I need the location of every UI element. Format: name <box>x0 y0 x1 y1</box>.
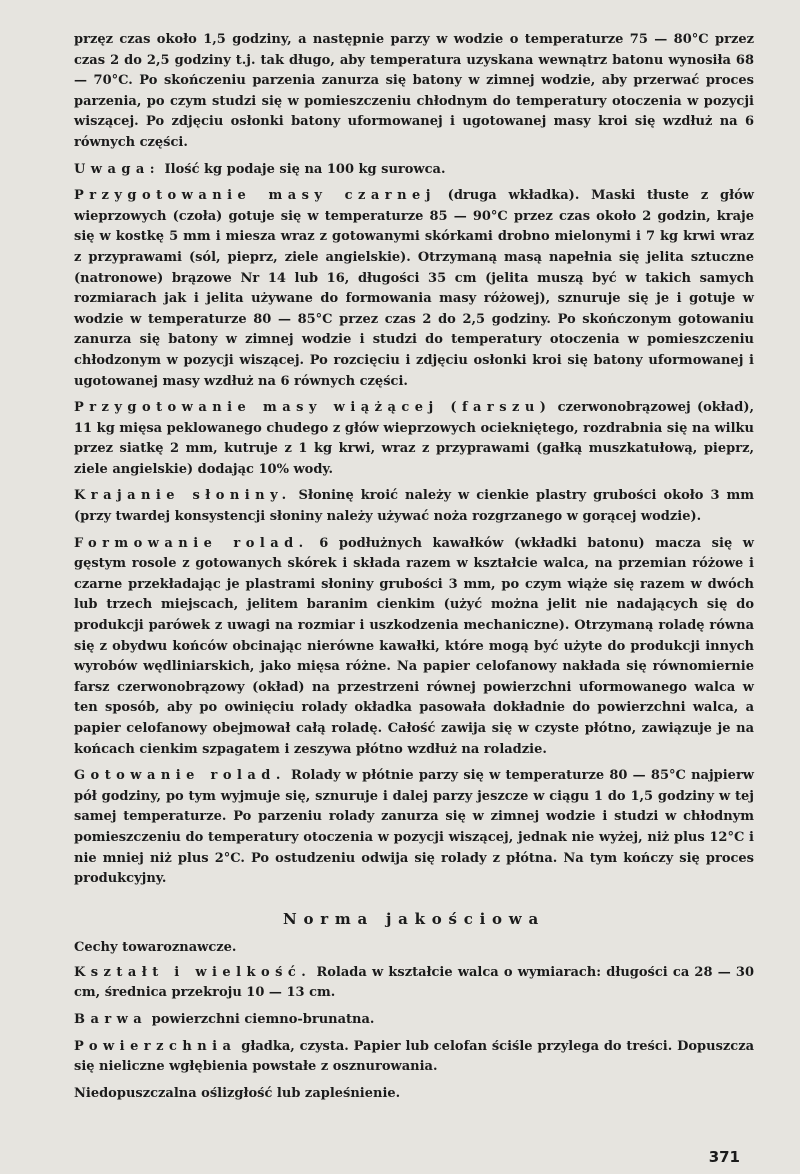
powierzchnia-text: gładka, czysta. Papier lub celofan ściśle przylega do treści. Dopuszcza się nieliczne wgłębienia powstałe z osznurowania. <box>74 1038 754 1075</box>
masa-wiazaca-text: czerwonobrązowej (okład), 11 kg mięsa peklowanego chudego z głów wieprzowych ociekniętego, rozdrabnia się na wilku przez siatkę 2 mm, kutruje z 1 kg krwi, wraz z przyprawami (gałką muszkatułową, pieprz, ziele angielskie) dodając 10% wody. <box>74 400 754 477</box>
krajanie-text: Słoninę kroić należy w cienkie plastry grubości około 3 mm (przy twardej konsystencji słoniny należy używać noża rozgrzanego w gorącej wodzie). <box>74 488 754 525</box>
barwa-text: powierzchni ciemno-brunatna. <box>147 1011 375 1027</box>
paragraph-uwaga <box>74 160 754 181</box>
paragraph-masa-wiazaca <box>74 398 754 480</box>
powierzchnia-label: Powierzchnia <box>74 1038 237 1054</box>
barwa-label: Barwa <box>74 1011 148 1027</box>
paragraph-barwa <box>74 1010 754 1031</box>
paragraph-formowanie <box>74 534 754 761</box>
paragraph-masa-czarna <box>74 186 754 392</box>
paragraph-ksztalt <box>74 963 754 1004</box>
paragraph-parzenie: przęz czas około 1,5 godziny, a następnie parzy w wodzie o temperaturze 75 — 80°C przez czas 2 do 2,5 godziny t.j. tak długo, aby temperatura uzyskana wewnątrz batonu wynosiła 68 — 70°C. Po skończeniu parzenia zanurza się batony w zimnej wodzie, aby przerwać proces parzenia, po czym studzi się w pomieszczeniu chłodnym do temperatury otoczenia w pozycji wiszącej. Po zdjęciu osłonki batony uformowanej i ugotowanej masy kroi się wzdłuż na 6 równych części. <box>74 32 754 150</box>
ksztalt-text: Rolada w kształcie walca o wymiarach: długości ca 28 — 30 cm, średnica przekroju 10 — 13 cm. <box>74 964 754 1001</box>
gotowanie-label: Gotowanie rolad. <box>74 768 286 784</box>
gotowanie-text: Rolady w płótnie parzy się w temperaturze 80 — 85°C najpierw pół godziny, po tym wyjmuje się, sznuruje i dalej parzy jeszcze w ciągu 1 do 1,5 godziny w tej samej temperaturze. Po parzeniu rolady zanurza się w zimnej wodzie i studzi w chłodnym pomieszczeniu do temperatury otoczenia w pozycji wiszącej, jednak nie wyżej, niż plus 12°C i nie mniej niż plus 2°C. Po ostudzeniu odwija się rolady z płótna. Na tym kończy się proces produkcyjny. <box>74 768 754 887</box>
formowanie-label: Formowanie rolad. <box>74 535 309 551</box>
formowanie-text: 6 podłużnych kawałków (wkładki batonu) macza się w gęstym rosole z gotowanych skórek i składa razem w kształcie walca, na przemian różowe i czarne przekładając je plastrami słoniny grubości 3 mm, po czym wiąże się razem w dwóch lub trzech miejscach, jelitem baranim cienkim (użyć można jelit nie nadających się do produkcji parówek z uwagi na rozmiar i uszkodzenia mechaniczne). Otrzymaną roladę równa się z obydwu końców obcinając nierówne kawałki, które mogą być użyte do produkcji innych wyrobów wędliniarskich, jako mięsa różne. Na papier celofanowy nakłada się równomiernie farsz czerwonobrązowy (okład) na przestrzeni równej powierzchni uformowanego walca w ten sposób, aby po owinięciu rolady okładka pasowała dokładnie do powierzchni walca, a papier celofanowy obejmował całą roladę. Całość zawija się w czyste płótno, zawiązuje je na końcach cienkim szpagatem i zeszywa płótno wzdłuż na roladzie. <box>74 535 754 757</box>
ksztalt-label: Kształt i wielkość. <box>74 964 312 980</box>
masa-wiazaca-label: Przygotowanie masy wiążącej (farszu) <box>74 400 552 416</box>
masa-czarna-label: Przygotowanie masy czarnej <box>74 188 436 204</box>
uwaga-label: Uwaga: <box>74 161 161 177</box>
paragraph-niedopuszczalna: Niedopuszczalna oślizgłość lub zapleśnienie. <box>74 1085 401 1101</box>
masa-czarna-text: (druga wkładka). Maski tłuste z głów wieprzowych (czoła) gotuje się w temperaturze 85 — 90°C przez czas około 2 godzin, kraje się w kostkę 5 mm i miesza wraz z gotowanymi skórkami drobno mielonymi i 7 kg krwi wraz z przyprawami (sól, pieprz, ziele angielskie). Otrzymaną masą napełnia się jelita sztuczne (natronowe) brązowe Nr 14 lub 16, długości 35 cm (jelita muszą być w takich samych rozmiarach jak i jelita używane do formowania masy różowej), sznuruje się je i gotuje w wodzie w temperaturze 80 — 85°C przez czas 2 do 2,5 godziny. Po skończonym gotowaniu zanurza się batony w zimnej wodzie i studzi do temperatury otoczenia w pomieszczeniu chłodzonym w pozycji wiszącej. Po rozcięciu i zdjęciu osłonki kroi się batony uformowanej i ugotowanej masy wzdłuż na 6 równych części. <box>74 188 754 389</box>
paragraph-gotowanie <box>74 766 754 890</box>
paragraph-powierzchnia <box>74 1037 754 1078</box>
uwaga-text: Ilość kg podaje się na 100 kg surowca. <box>160 161 446 177</box>
krajanie-label: Krajanie słoniny. <box>74 488 292 504</box>
paragraph-krajanie <box>74 486 754 527</box>
page-number: 371 <box>708 1148 740 1166</box>
section-heading-norma: Norma jakościowa <box>283 909 545 928</box>
subheading-cechy: Cechy towaroznawcze. <box>74 939 237 955</box>
